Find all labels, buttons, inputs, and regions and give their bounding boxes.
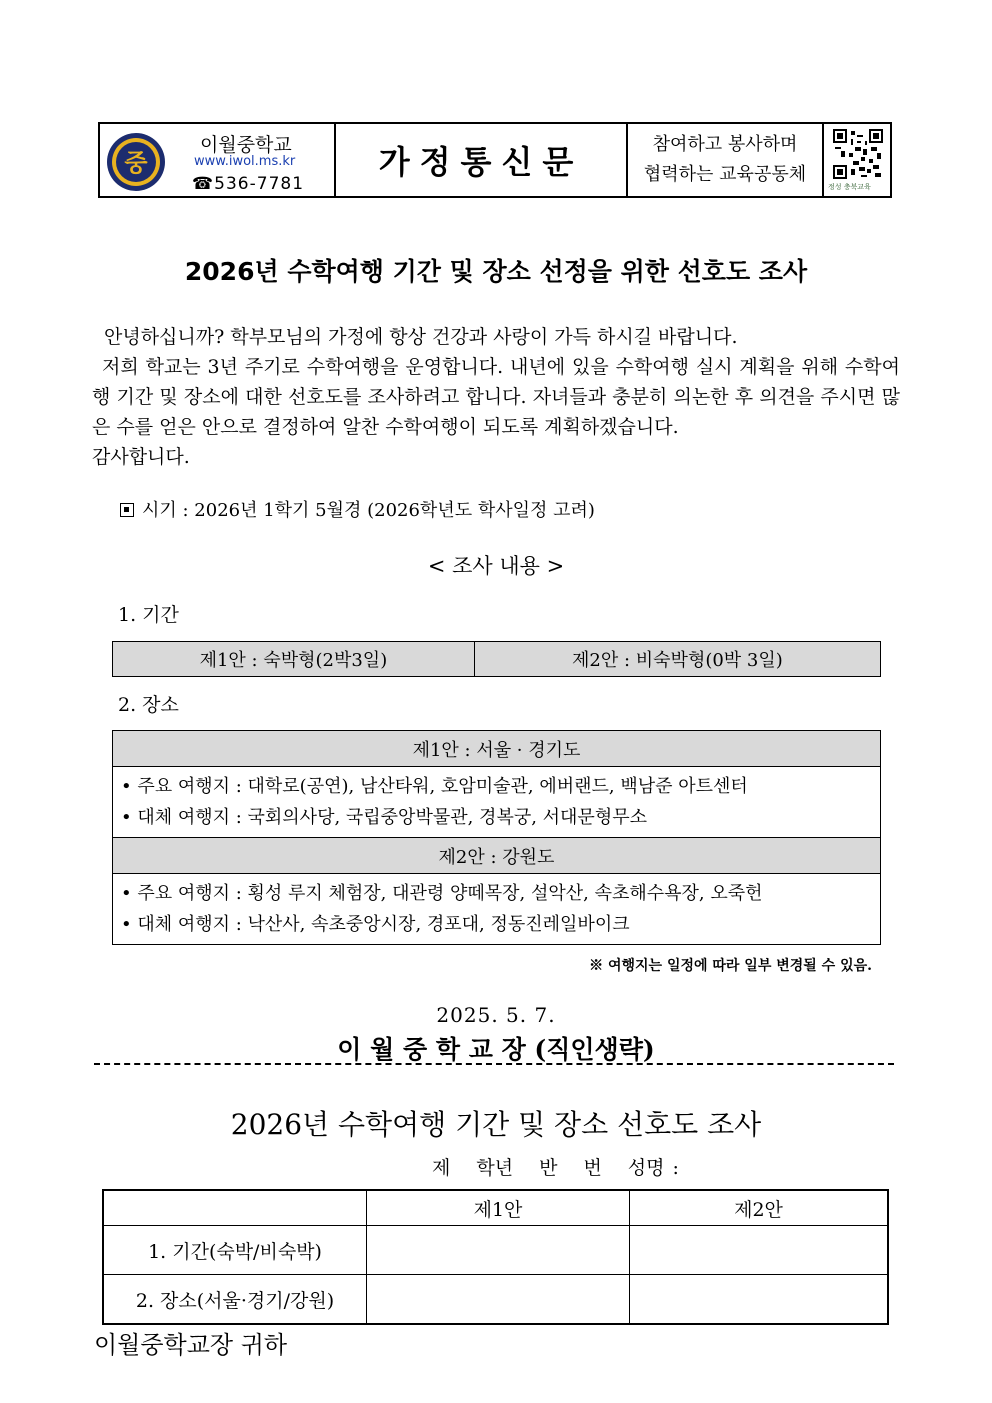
table-row	[113, 731, 881, 767]
name-field[interactable]: 성명 :	[627, 1157, 679, 1179]
grade-field[interactable]: 학년	[476, 1157, 514, 1179]
principal-signature: 이 월 중 학 교 장 (직인생략)	[337, 1035, 655, 1064]
list-item: • 주요 여행지 : 대학로(공연), 남산타워, 호암미술관, 에버랜드, 백남준 아트센터	[121, 771, 872, 802]
cut-line-divider	[94, 1063, 894, 1065]
student-info-line[interactable]	[432, 1153, 705, 1180]
table-header: 제2안	[630, 1190, 889, 1226]
row-label: 1. 기간(숙박/비숙박)	[103, 1226, 367, 1275]
school-motto	[628, 124, 824, 196]
newsletter-title: 가정통신문	[336, 124, 628, 196]
school-info	[100, 124, 336, 196]
school-emblem-icon	[106, 132, 166, 192]
school-url[interactable]: www.iwol.ms.kr	[194, 154, 296, 169]
list-item: • 대체 여행지 : 낙산사, 속초중앙시장, 경포대, 정동진레일바이크	[121, 909, 872, 940]
grade-prefix: 제	[432, 1157, 451, 1179]
survey-heading: < 조사 내용 >	[427, 554, 565, 578]
qr-area	[824, 124, 890, 196]
reply-form-title: 2026년 수학여행 기간 및 장소 선호도 조사	[230, 1108, 762, 1141]
school-name: 이월중학교	[200, 134, 292, 156]
place-options-table	[112, 730, 881, 945]
qr-caption: 정성 충북교육	[828, 183, 871, 191]
table-header	[103, 1190, 367, 1226]
table-row	[103, 1275, 888, 1325]
body-text	[92, 352, 900, 442]
table-row	[113, 838, 881, 874]
number-field[interactable]: 번	[583, 1157, 602, 1179]
document-title: 2026년 수학여행 기간 및 장소 선정을 위한 선호도 조사	[184, 257, 808, 286]
place-option-1-items	[113, 767, 881, 838]
table-header: 제1안	[367, 1190, 630, 1226]
answer-cell[interactable]	[367, 1275, 630, 1325]
table-row	[103, 1226, 888, 1275]
body-paragraph: 저희 학교는 3년 주기로 수학여행을 운영합니다. 내년에 있을 수학여행 실시 계획을 위해 수학여행 기간 및 장소에 대한 선호도를 조사하려고 합니다. 자녀들과 충분히 의논한 후 의견을 주시면 많은 수를 얻은 안으로 결정하여 알찬 수학여행이 되도록 계획하겠습니다.	[92, 356, 900, 438]
qr-code-icon[interactable]	[833, 129, 883, 179]
change-note: ※ 여행지는 일정에 따라 일부 변경될 수 있음.	[589, 958, 872, 974]
period-option-2: 제2안 : 비숙박형(0박 3일)	[474, 642, 880, 677]
table-row	[113, 767, 881, 838]
section-place-label: 2. 장소	[118, 694, 179, 716]
closing-addressee: 이월중학교장 귀하	[94, 1331, 288, 1359]
list-item: • 대체 여행지 : 국회의사당, 국립중앙박물관, 경복궁, 서대문형무소	[121, 802, 872, 833]
timing-line	[120, 496, 595, 522]
issue-date: 2025. 5. 7.	[436, 1003, 556, 1027]
svg-text:중: 중	[124, 149, 148, 177]
square-bullet-icon	[120, 503, 134, 517]
thanks-text: 감사합니다.	[92, 446, 190, 468]
section-period-label: 1. 기간	[118, 604, 179, 626]
place-option-1-label: 제1안 : 서울 · 경기도	[113, 731, 881, 767]
motto-line: 참여하고 봉사하며	[652, 134, 798, 155]
place-option-2-label: 제2안 : 강원도	[113, 838, 881, 874]
row-label: 2. 장소(서울·경기/강원)	[103, 1275, 367, 1325]
answer-cell[interactable]	[630, 1226, 889, 1275]
school-phone: ☎536-7781	[192, 174, 305, 194]
list-item: • 주요 여행지 : 횡성 루지 체험장, 대관령 양떼목장, 설악산, 속초해수욕장, 오죽헌	[121, 878, 872, 909]
table-row	[103, 1190, 888, 1226]
answer-cell[interactable]	[367, 1226, 630, 1275]
period-option-1: 제1안 : 숙박형(2박3일)	[113, 642, 475, 677]
timing-text: 시기 : 2026년 1학기 5월경 (2026학년도 학사일정 고려)	[142, 500, 595, 521]
period-options-table	[112, 641, 881, 677]
table-row	[113, 642, 881, 677]
reply-form-table	[102, 1189, 889, 1325]
letterhead	[98, 122, 892, 198]
place-option-2-items	[113, 874, 881, 945]
answer-cell[interactable]	[630, 1275, 889, 1325]
table-row	[113, 874, 881, 945]
class-field[interactable]: 반	[539, 1157, 558, 1179]
motto-line: 협력하는 교육공동체	[643, 164, 807, 185]
greeting-text: 안녕하십니까? 학부모님의 가정에 항상 건강과 사랑이 가득 하시길 바랍니다.	[104, 326, 738, 348]
